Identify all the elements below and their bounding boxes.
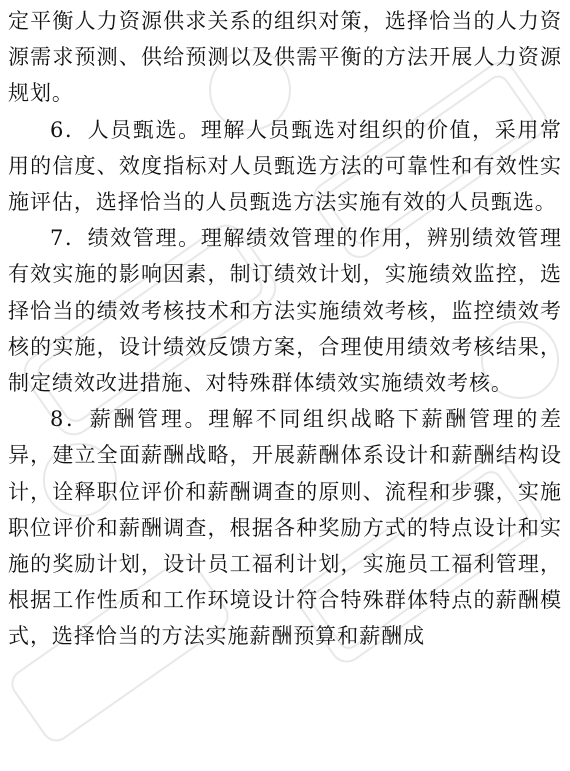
paragraph-performance-management: 7．绩效管理。理解绩效管理的作用，辨别绩效管理有效实施的影响因素，制订绩效计划，实施绩效监控，选择恰当的绩效考核技术和方法实施绩效考核，监控绩效考核的实施，设计绩效反馈方案，合理使用绩效考核结果，制定绩效改进措施、对特殊群体绩效实施绩效考核。 <box>8 226 562 396</box>
paragraph-compensation-management: 8．薪酬管理。理解不同组织战略下薪酬管理的差异，建立全面薪酬战略，开展薪酬体系设计和薪酬结构设计，诠释职位评价和薪酬调查的原则、流程和步骤，实施职位评价和薪酬调查，根据各种奖励方式的特点设计和实施的奖励计划，设计员工福利计划，实施员工福利管理，根据工作性质和工作环境设计符合特殊群体特点的薪酬模式，选择恰当的方法实施薪酬预算和薪酬成 <box>8 407 562 649</box>
paragraph-personnel-selection: 6．人员甄选。理解人员甄选对组织的价值，采用常用的信度、效度指标对人员甄选方法的可靠性和有效性实施评估，选择恰当的人员甄选方法实施有效的人员甄选。 <box>8 117 562 215</box>
paragraph-hr-planning-continued: 定平衡人力资源供求关系的组织对策，选择恰当的人力资源需求预测、供给预测以及供需平衡的方法开展人力资源规划。 <box>8 9 562 106</box>
